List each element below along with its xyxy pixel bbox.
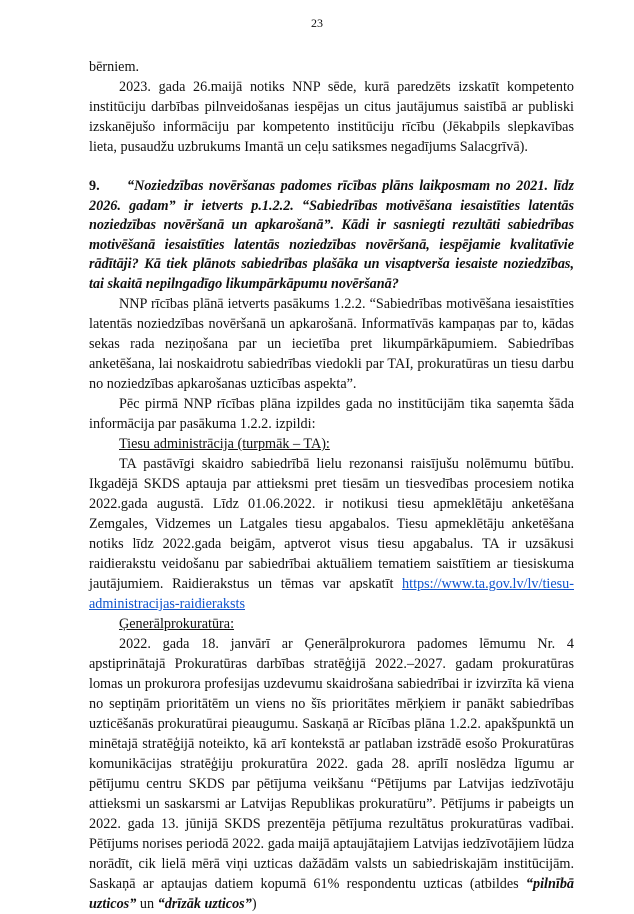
question-heading <box>89 177 574 294</box>
paragraph-institutions-info: Pēc pirmā NNP rīcības plāna izpildes gada no institūcijām tika saņemta šāda informācija par pasākuma 1.2.2. izpildi: <box>89 396 574 432</box>
subheading-court-administration <box>89 434 574 454</box>
paragraph-nnp-meeting: 2023. gada 26.maijā notiks NNP sēde, kurā paredzēts izskatīt kompetento institūciju darbības pilnveidošanas iespējas un citus jautājumus saistībā ar publiski izskanējušo informāciju par kompetento institūciju rīcību (Jēkabpils slepkavības lieta, pusaudžu uzbrukums Imantā un ceļu satiksmes negadījums Salacgrīvā). <box>89 79 574 155</box>
paragraph-prosecutor-general-text: 2022. gada 18. janvārī ar Ģenerālprokurora padomes lēmumu Nr. 4 apstiprinātajā Prokuratūras darbības stratēģijā 2022.–2027. gadam prokuratūras lomas un prokurora profesijas uzdevumu skaidrošana sabiedrībai ir izvirzīta kā viena no septiņām prioritātēm un viens no šīs prioritātes mērķiem ir panākt sabiedrības uzticēšanās prokuratūrai pieaugumu. Saskaņā ar Rīcības plāna 1.2.2. apakšpunktā un minētajā stratēģijā noteikto, kā arī kontekstā ar patlaban izstrādē esošo Prokuratūras komunikācijas stratēģiju prokuratūra 2022. gada 28. aprīlī noslēdza līgumu ar pētījumu centru SKDS par pētījuma veikšanu “Pētījums par Latvijas iedzīvotāju attieksmi un saskarsmi ar Latvijas Republikas prokuratūru”. Pētījums ir pabeigts un 2022. gada 13. jūnijā SKDS prezentēja pētījuma rezultātus prokuratūras vadībai. Pētījums norises periodā 2022. gada maijā aptaujātajiem Latvijas iedzīvotājiem lūdza norādīt, cik lielā mērā viņi uzticas dažādām valsts un sabiedriskajām institūcijām. Saskaņā ar aptaujas datiem kopumā 61% respondentu uzticas (atbildes <box>89 636 574 892</box>
paragraph-closing-paren: ) <box>251 896 257 912</box>
subheading-prosecutor-general <box>89 614 574 634</box>
question-text: “Noziedzības novēršanas padomes rīcības plāns laikposmam no 2021. līdz 2026. gadam” ir ietverts p.1.2.2. “Sabiedrības motivēšana iesaistīties latentās noziedzības novēršanā un apkarošanā”. Kādi ir sasniegti rezultāti sabiedrības motivēšanā iesaistīties latentās noziedzības novēršanā, iespējamie kvalitatīvie rādītāji? Kā tiek plānots sabiedrības plašāka un visaptverša iesaiste noziedzības, tai skaitā nepilngadīgo likumpārkāpumu novēršanā? <box>89 178 574 292</box>
paragraph-court-administration-text: TA pastāvīgi skaidro sabiedrībā lielu rezonansi raisījušu nolēmumu būtību. Ikgadējā SKDS aptauja par attieksmi pret tiesām un tiesvedības procesiem notika 2022.gada augustā. Līdz 01.06.2022. ir notikusi tiesu apmeklētāju anketēšana Zemgales, Vidzemes un Latgales tiesu apgabalos. Tiesu apmeklētāju anketēšana notiks līdz 2022.gada beigām, aptverot visus tiesu apgabalus. TA ir uzsākusi raidierakstu veidošanu par sabiedrībai aktuāliem tematiem saistītiem ar tiesiskuma jautājumiem. Raidierakstus un tēmas var apskatīt <box>89 456 574 592</box>
question-number: 9. <box>89 178 100 194</box>
page-content <box>89 57 574 914</box>
paragraph-connector: un <box>136 896 158 912</box>
quote-fully-trust: “pilnībā uzticos” <box>89 876 575 912</box>
subheading-court-administration-text: Tiesu administrācija (turpmāk – TA): <box>119 436 330 452</box>
quote-rather-trust: “drīzāk uzticos” <box>157 896 252 912</box>
podcast-link[interactable]: https://www.ta.gov.lv/lv/tiesu-administracijas-raidieraksts <box>89 576 574 612</box>
paragraph-court-administration <box>89 454 574 614</box>
paragraph-prosecutor-general <box>89 634 574 914</box>
paragraph-action-plan: NNP rīcības plānā ietverts pasākums 1.2.2. “Sabiedrības motivēšana iesaistīties latentās noziedzības novēršanā un apkarošanā. Informatīvās kampaņas par to, kādas sekas rada neziņošana par un iecietība pret likumpārkāpumiem. Sabiedrības anketēšana, lai noskaidrotu sabiedrības viedokli par TAI, prokuratūras un tiesu darbu no noziedzības apkarošanas uzticības aspekta”. <box>89 296 574 392</box>
paragraph-continuation: bērniem. <box>89 59 140 75</box>
page-number: 23 <box>311 16 323 30</box>
subheading-prosecutor-general-text: Ģenerālprokuratūra: <box>119 616 235 632</box>
